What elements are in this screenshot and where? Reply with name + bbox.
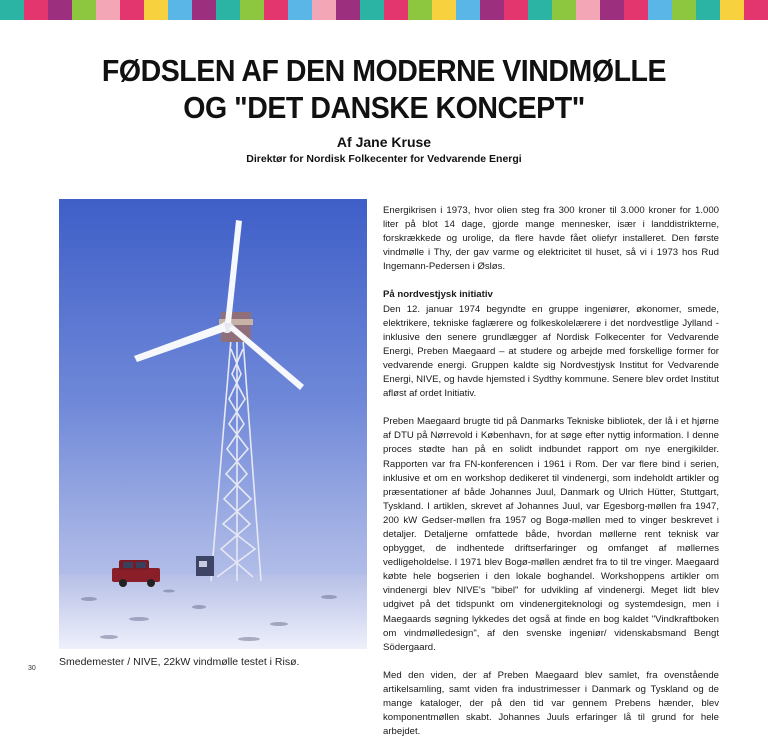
color-stripe-segment [168,0,192,20]
color-stripe-segment [48,0,72,20]
color-stripe-segment [648,0,672,20]
article-body [383,204,719,753]
color-stripe-segment [72,0,96,20]
paragraph: Den 12. januar 1974 begyndte en gruppe ingeniører, økonomer, smede, elektrikere, tekniske faglærere og folkeskolelærere i det nordvestlige Jylland - inklusive den senere grundlægger af Nordisk Folkecenter for Vedvarende Energi, Preben Maegaard – at studere og arbejde med forskellige former for vedvarende energi. Gruppen kaldte sig Nordvestjysk Institut for Vedvarende Energi, NIVE, og havde hjemsted i Sydthy kommune. Senere blev ordet Institut afløst af ordet Initiativ. [383,303,719,400]
color-stripe-segment [552,0,576,20]
article-title [31,52,738,126]
color-stripe [0,0,768,20]
color-stripe-segment [336,0,360,20]
color-stripe-segment [456,0,480,20]
color-stripe-segment [264,0,288,20]
color-stripe-segment [240,0,264,20]
color-stripe-segment [744,0,768,20]
title-line-2: OG "DET DANSKE KONCEPT" [183,90,585,125]
color-stripe-segment [576,0,600,20]
color-stripe-segment [192,0,216,20]
wind-turbine-photo [59,199,367,649]
color-stripe-segment [0,0,24,20]
color-stripe-segment [360,0,384,20]
wind-turbine-illustration [59,199,367,649]
color-stripe-segment [672,0,696,20]
color-stripe-segment [144,0,168,20]
color-stripe-segment [504,0,528,20]
color-stripe-segment [480,0,504,20]
paragraph: Med den viden, der af Preben Maegaard blev samlet, fra ovenstående artikelsamling, samt viden fra industrimesser i Danmark og Tyskland og de mange kataloger, der på den tid var gennem Prebens hænder, blev komponentmøllen skabt. Johannes Juuls erfaringer lå til grund for hele arbejdet. [383,669,719,738]
color-stripe-segment [384,0,408,20]
author-name: Af Jane Kruse [336,134,432,150]
color-stripe-segment [600,0,624,20]
title-line-1: FØDSLEN AF DEN MODERNE VINDMØLLE [101,53,667,88]
paragraph: Energikrisen i 1973, hvor olien steg fra 300 kroner til 3.000 kroner for 1.000 liter på blot 14 dage, gjorde mange mennesker, især i landdistrikterne, forskrækkede og urolige, da flere havde fået oliefyr installeret. Den første vindmølle i Thy, der gav varme og elektricitet til huset, så vi i 1973 hos Rud Ingemann-Pedersen i Øsløs. [383,205,719,273]
color-stripe-segment [624,0,648,20]
paragraph: Preben Maegaard brugte tid på Danmarks Tekniske bibliotek, der lå i et hjørne af DTU på Nørrevold i København, for at søge efter nyttig information. I denne proces stødte han på en solidt indbundet rapport om nye energikilder. Rapporten var fra FN-konferencen i 1961 i Rom. Der var flere bind i serien, inklusive et om en workshop dedikeret til vindenergi, som indeholdt artikler og præsentationer af både Johannes Juul, Danmark og Ulrich Hütter, Stuttgart, Tyskland. I artiklen, skrevet af Johannes Juul, var Egesborg-møllen fra 1947, 200 kW Gedser-møllen fra 1957 og Bogø-møllen med to vinger beskrevet i detaljer. Detaljerne omfattede både, hvordan møllerne rent teknisk var opbygget, de indhentede driftserfaringer og omfanget af møllernes vedligeholdelse. I 1971 blev Bogø-møllen ændret fra to til tre vinger. Maegaard købte hele bogserien i den lokale boghandel. Workshoppens artikler om vindenergi blev NIVE's "bibel" for udvikling af vindenergi. Meget lidt blev udgivet på det tidspunkt om vindenergiteknologi og systemdesign, men i Maegaards søgning lykkedes det også at finde en bog kaldet "Vindkraftboken om vindmølledesign", af den svenske ingeniør/ videnskabsmand Bengt Södergaard. [383,416,719,653]
color-stripe-segment [432,0,456,20]
page-number: 30 [28,665,36,672]
color-stripe-segment [120,0,144,20]
section-heading: På nordvestjysk initiativ [383,289,493,301]
color-stripe-segment [720,0,744,20]
color-stripe-segment [24,0,48,20]
color-stripe-segment [216,0,240,20]
color-stripe-segment [408,0,432,20]
photo-caption: Smedemester / NIVE, 22kW vindmølle testet i Risø. [59,656,300,668]
color-stripe-segment [96,0,120,20]
author-role: Direktør for Nordisk Folkecenter for Vedvarende Energi [246,153,522,165]
color-stripe-segment [312,0,336,20]
color-stripe-segment [288,0,312,20]
color-stripe-segment [528,0,552,20]
color-stripe-segment [696,0,720,20]
